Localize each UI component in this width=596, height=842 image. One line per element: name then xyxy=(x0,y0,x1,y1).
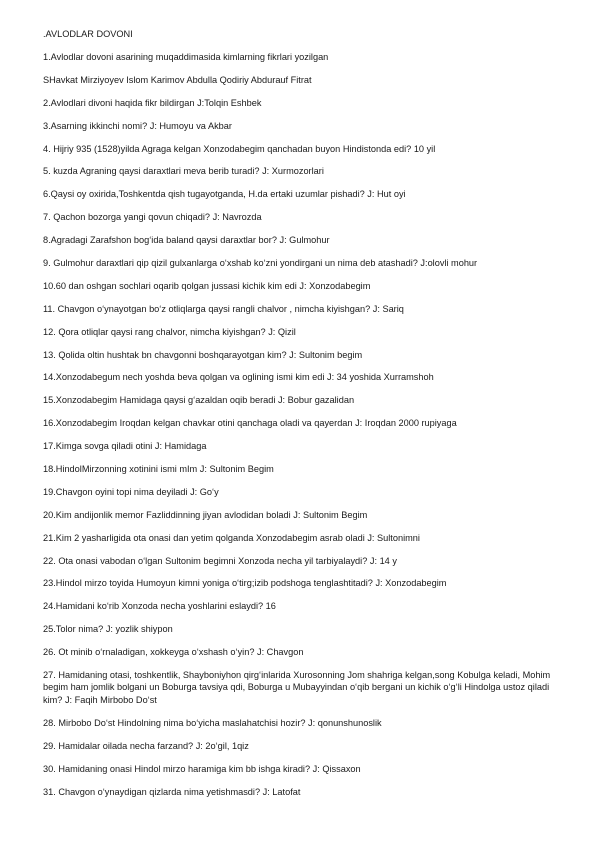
question-item: 10.60 dan oshgan sochlari oqarib qolgan jussasi kichik kim edi J: Xonzodabegim xyxy=(43,280,371,291)
question-item: 24.Hamidani ko‘rib Xonzoda necha yoshlarini eslaydi? 16 xyxy=(43,601,276,612)
question-item: 20.Kim andijonlik memor Fazliddinning jiyan avlodidan boladi J: Sultonim Begim xyxy=(43,509,368,520)
question-item: 28. Mirbobo Do‘st Hindolning nima bo‘yicha maslahatchisi hozir? J: qonunshunoslik xyxy=(43,717,382,728)
question-item: 29. Hamidalar oilada necha farzand? J: 2o‘gil, 1qiz xyxy=(43,740,249,751)
question-item: 11. Chavgon o‘ynayotgan bo‘z otliqlarga qaysi rangli chalvor , nimcha kiyishgan? J: Sariq xyxy=(43,303,404,314)
question-item: 1.Avlodlar dovoni asarining muqaddimasida kimlarning fikrlari yozilgan xyxy=(43,52,329,62)
question-item: 2.Avlodlari divoni haqida fikr bildirgan J:Tolqin Eshbek xyxy=(43,97,262,108)
question-item: 3.Asarning ikkinchi nomi? J: Humoyu va Akbar xyxy=(43,120,232,131)
question-item: 22. Ota onasi vabodan o‘lgan Sultonim begimni Xonzoda necha yil tarbiyalaydi? J: 14 y xyxy=(43,555,397,566)
question-item: 18.HindolMirzonning xotinini ismi mIm J: Sultonim Begim xyxy=(43,464,274,475)
question-item: 16.Xonzodabegim Iroqdan kelgan chavkar otini qanchaga oladi va qayerdan J: Iroqdan 2000 rupiyaga xyxy=(43,418,457,429)
question-item: 4. Hijriy 935 (1528)yilda Agraga kelgan Xonzodabegim qanchadan buyon Hindistonda edi? 10 yil xyxy=(43,143,436,154)
question-item: 15.Xonzodabegim Hamidaga qaysi g‘azaldan oqib beradi J: Bobur gazalidan xyxy=(43,395,355,406)
question-item: 30. Hamidaning onasi Hindol mirzo haramiga kim bb ishga kiradi? J: Qissaxon xyxy=(43,763,361,774)
question-item: 27. Hamidaning otasi, toshkentlik, Shayboniyhon qirg‘inlarida Xurosonning Jom shahriga kelgan,song Kobulga keladi, Mohim begim ham jomlik bolgani un Boburga tavsiya qdi, Boburga u Mubayyindan o‘qib bergani un kichik o‘g‘li Hindolga ustoz qiladi kim? J: Faqih Mirbobo Do‘st xyxy=(43,670,551,705)
question-item: 31. Chavgon o‘ynaydigan qizlarda nima yetishmasdi? J: Latofat xyxy=(43,786,301,797)
question-item: 9. Gulmohur daraxtlari qip qizil gulxanlarga o‘xshab ko‘zni yondirgani un nima deb atashadi? J:olovli mohur xyxy=(43,258,478,269)
question-item: 12. Qora otliqlar qaysi rang chalvor, nimcha kiyishgan? J: Qizil xyxy=(43,326,296,337)
question-item: 6.Qaysi oy oxirida,Toshkentda qish tugayotganda, H.da ertaki uzumlar pishadi? J: Hut oyi xyxy=(43,189,406,200)
question-item: 5. kuzda Agraning qaysi daraxtlari meva berib turadi? J: Xurmozorlari xyxy=(43,166,324,177)
question-item: 26. Ot minib o‘rnaladigan, xokkeyga o‘xshash o‘yin? J: Chavgon xyxy=(43,647,304,658)
question-item: 8.Agradagi Zarafshon bog‘ida baland qaysi daraxtlar bor? J: Gulmohur xyxy=(43,235,330,246)
question-item: 25.Tolor nima? J: yozlik shiypon xyxy=(43,624,173,635)
question-item: 17.Kimga sovga qiladi otini J: Hamidaga xyxy=(43,441,207,452)
answer-item: SHavkat Mirziyoyev Islom Karimov Abdulla Qodiriy Abdurauf Fitrat xyxy=(43,74,312,85)
document-title: .AVLODLAR DOVONI xyxy=(43,29,133,39)
question-item: 14.Xonzodabegum nech yoshda beva qolgan va oglining ismi kim edi J: 34 yoshida Xurramshoh xyxy=(43,372,434,383)
question-item: 21.Kim 2 yasharligida ota onasi dan yetim qolganda Xonzodabegim asrab oladi J: Sultonimni xyxy=(43,532,420,543)
question-item: 19.Chavgon oyini topi nima deyiladi J: Go‘y xyxy=(43,486,219,497)
question-item: 13. Qolida oltin hushtak bn chavgonni boshqarayotgan kim? J: Sultonim begim xyxy=(43,349,363,360)
question-item: 7. Qachon bozorga yangi qovun chiqadi? J: Navrozda xyxy=(43,212,262,223)
question-item: 23.Hindol mirzo toyida Humoyun kimni yoniga o‘tirg;izib podshoga tenglashtitadi? J: Xonzodabegim xyxy=(43,578,447,589)
